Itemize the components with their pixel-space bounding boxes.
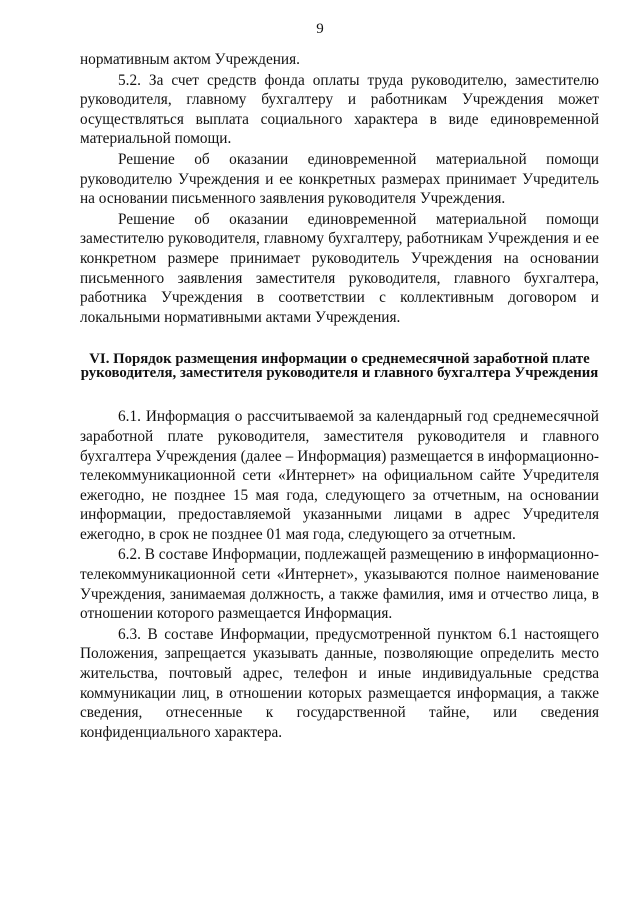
paragraph-6-2: 6.2. В составе Информации, подлежащей размещению в информационно-телекоммуникационной сети «Интернет», указываются полное наименование Учреждения, занимаемая должность, а также фамилия, имя и отчество лица, в отношении которого размещается Информация. bbox=[80, 546, 599, 623]
paragraph-6-1: 6.1. Информация о рассчитываемой за календарный год среднемесячной заработной плате руководителя, заместителя руководителя и главного бухгалтера Учреждения (далее – Информация) размещается в информационно-телекоммуникационной сети «Интернет» на официальном сайте Учредителя ежегодно, не позднее 15 мая года, следующего за отчетным, на основании информации, предоставляемой указанными лицами в адрес Учредителя ежегодно, в срок не позднее 01 мая года, следующего за отчетным. bbox=[80, 408, 599, 543]
section-heading: VI. Порядок размещения информации о среднемесячной заработной плате руководителя, заместителя руководителя и главного бухгалтера Учреждения bbox=[80, 351, 599, 382]
paragraph-decision-director: Решение об оказании единовременной материальной помощи руководителю Учреждения и ее конкретных размерах принимает Учредитель на основании письменного заявления руководителя Учреждения. bbox=[80, 150, 599, 208]
paragraph-6-3: 6.3. В составе Информации, предусмотренной пунктом 6.1 настоящего Положения, запрещается указывать данные, позволяющие определить место жительства, почтовый адрес, телефон и иные индивидуальные средства коммуникации лиц, в отношении которых размещается информация, а также сведения, отнесенные к государственной тайне, или сведения конфиденциального характера. bbox=[80, 625, 599, 741]
paragraph-5-2: 5.2. За счет средств фонда оплаты труда руководителю, заместителю руководителя, главному бухгалтеру и работникам Учреждения может осуществляться выплата социального характера в виде единовременной материальной помощи. bbox=[80, 71, 599, 148]
paragraph-decision-staff: Решение об оказании единовременной материальной помощи заместителю руководителя, главному бухгалтеру, работникам Учреждения и ее конкретном размере принимает руководитель Учреждения на основании письменного заявления заместителя руководителя, главного бухгалтера, работника Учреждения в соответствии с коллективным договором и локальными нормативными актами Учреждения. bbox=[80, 210, 599, 326]
paragraph-continuation: нормативным актом Учреждения. bbox=[80, 51, 300, 68]
page-content bbox=[80, 50, 599, 742]
page-number: 9 bbox=[316, 21, 324, 37]
